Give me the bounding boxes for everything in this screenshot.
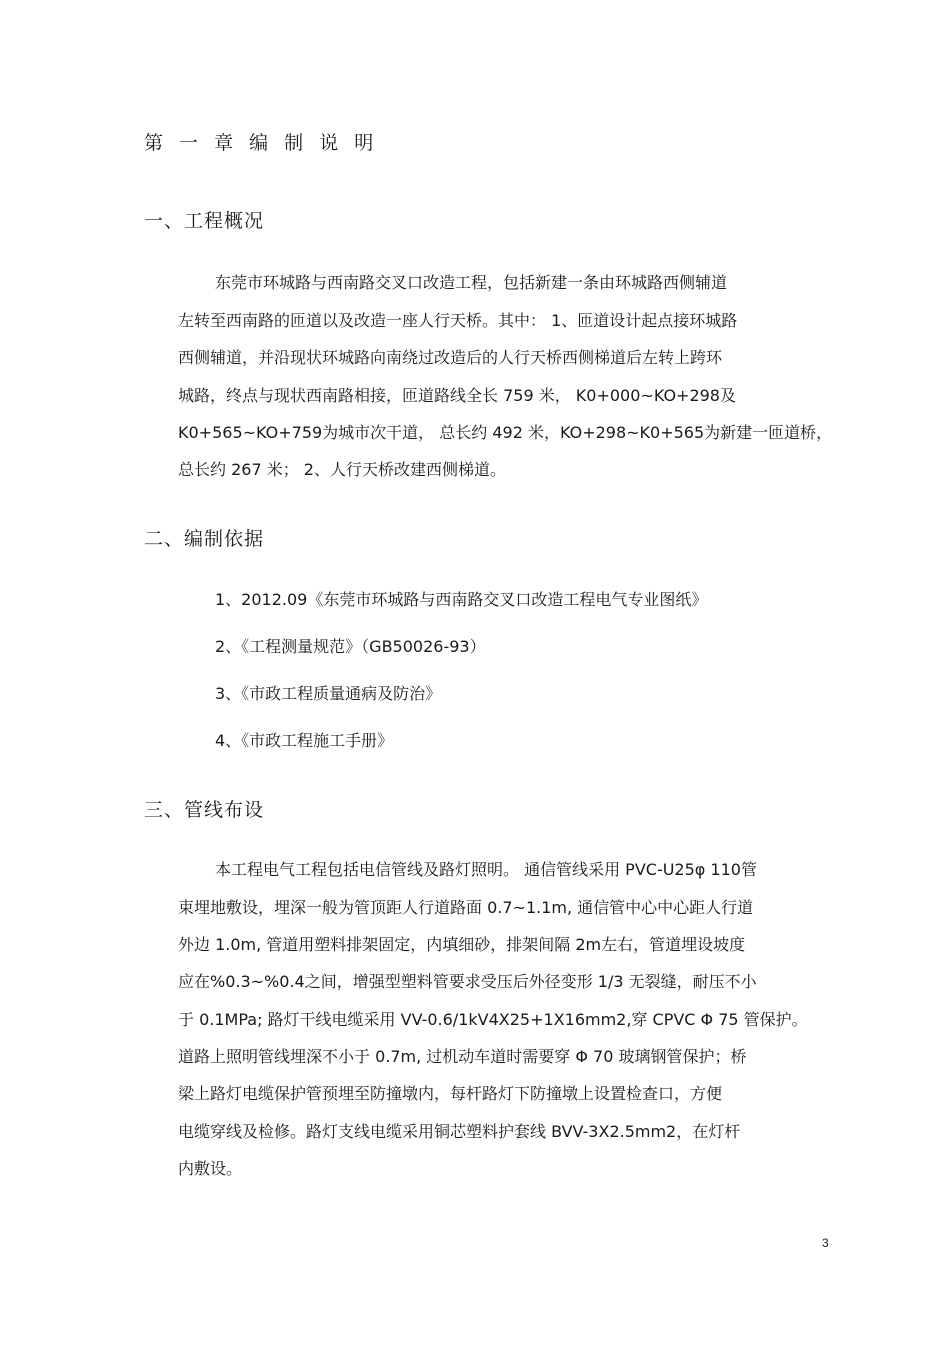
reference-item: 4、《市政工程施工手册》 (215, 731, 394, 750)
section-heading-pipeline: 三、管线布设 (144, 799, 265, 821)
reference-item: 2、《工程测量规范》（GB50026-93） (215, 637, 486, 656)
chapter-title: 第 一 章 编 制 说 明 (144, 132, 379, 154)
page-number: 3 (822, 1236, 829, 1250)
paragraph-line: 东莞市环城路与西南路交叉口改造工程，包括新建一条由环城路西侧辅道 (215, 273, 728, 292)
paragraph-line: 束埋地敷设，埋深一般为管顶距人行道路面 0.7~1.1m, 通信管中心中心距人行道 (178, 898, 754, 917)
paragraph-line: 应在%0.3~%0.4之间，增强型塑料管要求受压后外径变形 1/3 无裂缝，耐压不小 (178, 972, 757, 991)
section-heading-basis: 二、编制依据 (144, 528, 265, 550)
paragraph-line: 本工程电气工程包括电信管线及路灯照明。 通信管线采用 PVC-U25φ 110管 (215, 860, 757, 879)
paragraph-line: 西侧辅道，并沿现状环城路向南绕过改造后的人行天桥西侧梯道后左转上跨环 (178, 348, 723, 367)
section-heading-project-overview: 一、工程概况 (144, 210, 265, 232)
paragraph-line: K0+565~KO+759为城市次干道， 总长约 492 米，KO+298~K0+565为新建一匝道桥， (178, 423, 833, 442)
paragraph-line: 梁上路灯电缆保护管预埋至防撞墩内，每杆路灯下防撞墩上设置检查口，方便 (178, 1084, 723, 1103)
paragraph-line: 左转至西南路的匝道以及改造一座人行天桥。其中： 1、匝道设计起点接环城路 (178, 311, 738, 330)
paragraph-line: 于 0.1MPa; 路灯干线电缆采用 VV-0.6/1kV4X25+1X16mm2,穿 CPVC Φ 75 管保护。 (178, 1010, 808, 1029)
reference-item: 1、2012.09《东莞市环城路与西南路交叉口改造工程电气专业图纸》 (215, 590, 708, 609)
paragraph-line: 总长约 267 米； 2、人行天桥改建西侧梯道。 (178, 460, 506, 479)
reference-item: 3、《市政工程质量通病及防治》 (215, 684, 442, 703)
paragraph-line: 内敷设。 (178, 1159, 243, 1178)
paragraph-line: 电缆穿线及检修。路灯支线电缆采用铜芯塑料护套线 BVV-3X2.5mm2，在灯杆 (178, 1122, 741, 1141)
paragraph-line: 城路，终点与现状西南路相接，匝道路线全长 759 米， K0+000~KO+298及 (178, 386, 736, 405)
paragraph-line: 外边 1.0m, 管道用塑料排架固定，内填细砂，排架间隔 2m左右，管道埋设坡度 (178, 935, 746, 954)
paragraph-line: 道路上照明管线埋深不小于 0.7m, 过机动车道时需要穿 Φ 70 玻璃钢管保护；桥 (178, 1047, 747, 1066)
